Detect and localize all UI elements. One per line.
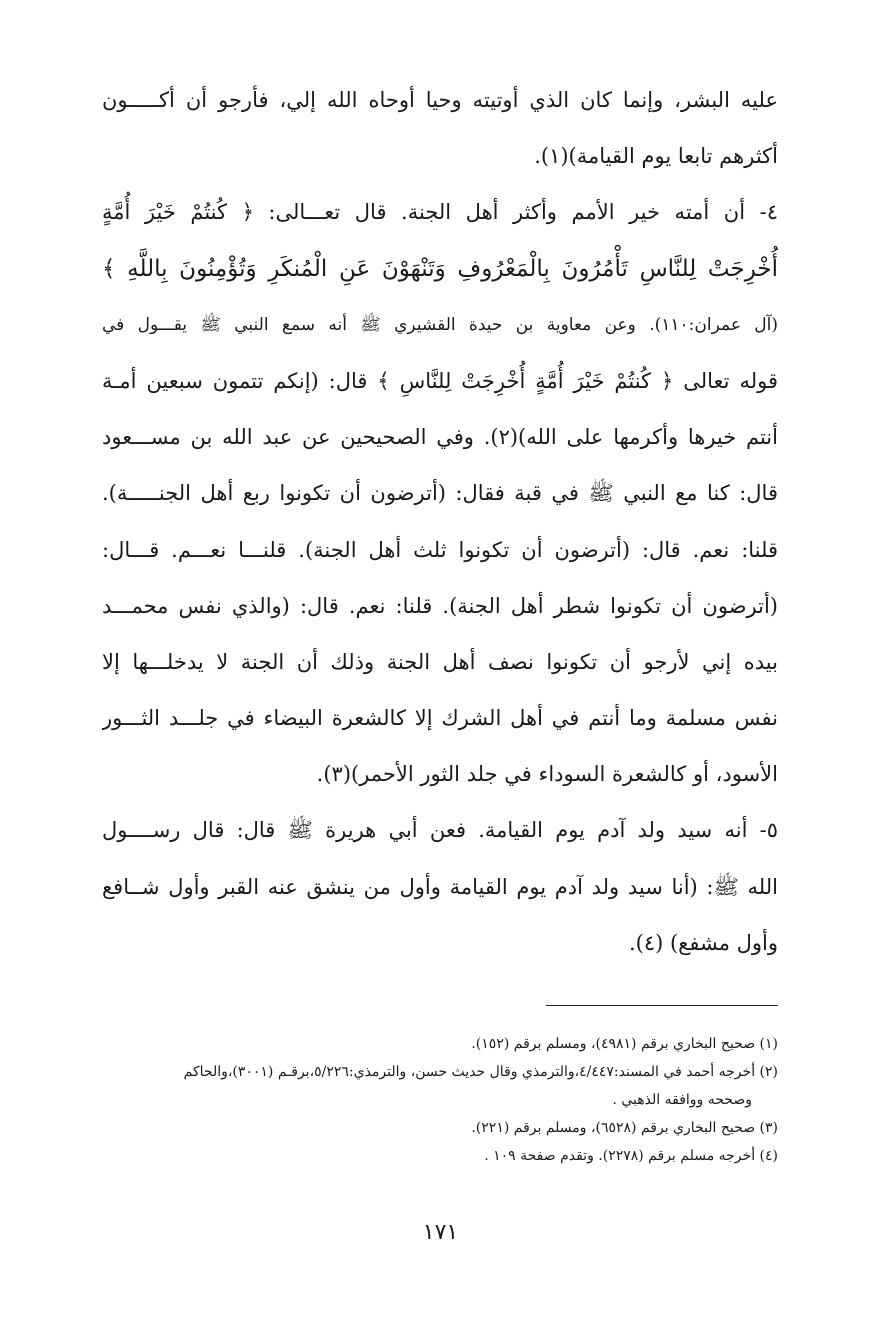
text-line: قوله تعالى ﴿ كُنتُمْ خَيْرَ أُمَّةٍ أُخْرِجَتْ لِلنَّاسِ ﴾ قال: (إنكم تتمون سبعين أمـة [102, 368, 778, 393]
footnote-4: (٤) أخرجه مسلم برقم (٢٢٧٨). وتقدم صفحة ١٠٩ . [484, 1148, 778, 1164]
footnote-2-continuation: وصححه ووافقه الذهبي . [612, 1092, 752, 1108]
text-line: قلنا: نعم. قال: (أترضون أن تكونوا ثلث أهل الجنة). قلنـــا نعـــم. قـــال: [102, 537, 778, 562]
text-line: نفس مسلمة وما أنتم في أهل الشرك إلا كالشعرة البيضاء في جلـــد الثـــور [102, 706, 778, 731]
footnote-2: (٢) أخرجه أحمد في المسند:٤/٤٤٧،والترمذي وقال حديث حسن، والترمذي:٥/٢٢٦،برقـم (٣٠٠١)،والحاكم [183, 1064, 778, 1080]
text-line: ٤- أن أمته خير الأمم وأكثر أهل الجنة. قال تعـــالى: ﴿ كُنتُمْ خَيْرَ أُمَّةٍ [102, 200, 778, 225]
footnotes [102, 1030, 778, 1170]
text-line: (آل عمران:١١٠). وعن معاوية بن حيدة القشيري ﷺ أنه سمع النبي ﷺ يقـــول في [102, 314, 778, 335]
text-line: أنتم خيرها وأكرمها على الله)(٢). وفي الصحيحين عن عبد الله بن مســـعود [102, 425, 778, 450]
text-line: ٥- أنه سيد ولد آدم يوم القيامة. فعن أبي هريرة ﷺ قال: قال رســــول [102, 818, 778, 843]
text-line: وأول مشفع) (٤). [628, 930, 778, 955]
main-text [102, 72, 778, 971]
footnote-separator [546, 1005, 778, 1006]
page-number: ١٧١ [422, 1220, 459, 1245]
quran-verse-line: أُخْرِجَتْ لِلنَّاسِ تَأْمُرُونَ بِالْمَعْرُوفِ وَتَنْهَوْنَ عَنِ الْمُنكَرِ وَتُؤْمِنُونَ بِاللَّهِ ﴾ [102, 255, 778, 282]
text-line: الله ﷺ: (أنا سيد ولد آدم يوم القيامة وأول من ينشق عنه القبر وأول شــافع [102, 874, 778, 899]
text-line: بيده إني لأرجو أن تكونوا نصف أهل الجنة وذلك أن الجنة لا يدخلـــها إلا [102, 649, 778, 674]
text-line: قال: كنا مع النبي ﷺ في قبة فقال: (أترضون أن تكونوا ربع أهل الجنـــــة). [102, 481, 778, 506]
text-line: عليه البشر، وإنما كان الذي أوتيته وحيا أوحاه الله إلي، فأرجو أن أكـــــون [102, 88, 778, 112]
footnote-3: (٣) صحيح البخاري برقم (٦٥٢٨)، ومسلم برقم (٢٢١). [471, 1120, 778, 1136]
text-line: أكثرهم تابعا يوم القيامة)(١). [534, 144, 778, 169]
text-line: الأسود، أو كالشعرة السوداء في جلد الثور الأحمر)(٣). [316, 762, 778, 787]
text-line: (أترضون أن تكونوا شطر أهل الجنة). قلنا: نعم. قال: (والذي نفس محمـــد [102, 593, 778, 618]
footnote-1: (١) صحيح البخاري برقم (٤٩٨١)، ومسلم برقم (١٥٢). [471, 1036, 778, 1052]
